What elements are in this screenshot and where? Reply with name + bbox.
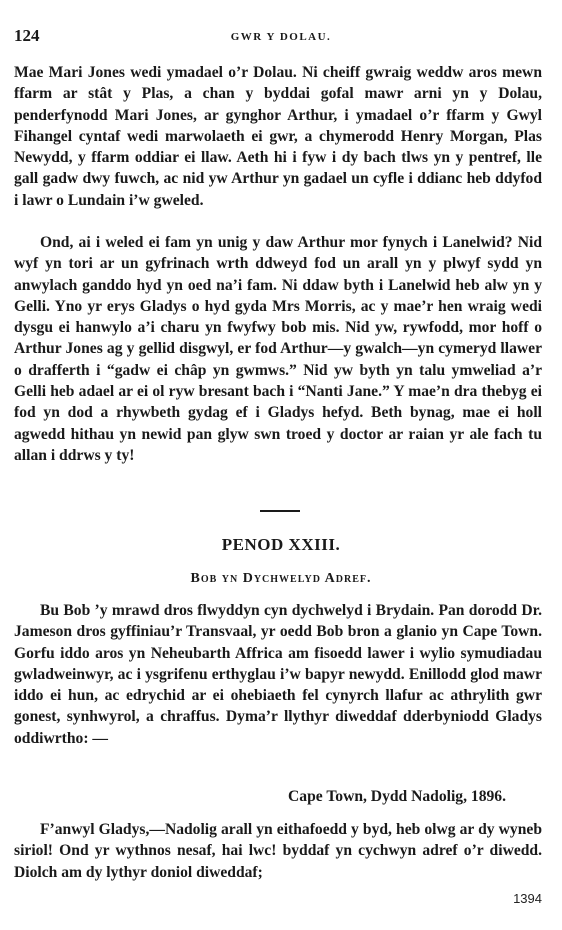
section-title: Bob yn Dychwelyd Adref. (190, 571, 372, 586)
letter-heading: Cape Town, Dydd Nadolig, 1896. (288, 788, 506, 805)
chapter-title: PENOD XXIII. (221, 535, 341, 554)
paragraph-1: Mae Mari Jones wedi ymadael o’r Dolau. Ni cheiff gwraig weddw aros mewn ffarm ar stât y Plas, a chan y byddai gofal mawr arni yn y Dolau, penderfynodd Mari Jones, ar gynghor Arthur, i ymadael o’r ffarm y Gwyl Fihangel cyntaf wedi marwolaeth ei gwr, a chymerodd Henry Morgan, Plas Newydd, y ffarm oddiar ei llaw. Aeth hi i fyw i dy bach tlws yn y pentref, lle gall gadw dwy fuwch, ac nid yw Arthur yn gadael un cyfle i ddianc heb ddyfod i lawr o Lundain i’w gweled. (14, 64, 542, 209)
paragraph-3: Bu Bob ’y mrawd dros flwyddyn cyn dychwelyd i Brydain. Pan dorodd Dr. Jameson dros gyffiniau’r Transvaal, yr oedd Bob bron a glanio yn Cape Town. Gorfu iddo aros yn Neheubarth Affrica am fisoedd lawer i wylio symudiadau gwladweinwyr, ac i ysgrifenu erthyglau i’w bapyr newydd. Enillodd glod mawr iddo ei hun, ac edrychid ar ei ohebiaeth fel cynyrch llafur ac athrylith gwr gonest, synhwyrol, a chraffus. Dyma’r llythyr diweddaf dderbyniodd Gladys oddiwrtho: — (14, 602, 542, 747)
page-number: 124 (14, 26, 40, 45)
paragraph-4: F’anwyl Gladys,—Nadolig arall yn eithafoedd y byd, heb olwg ar dy wyneb siriol! Ond yr wythnos nesaf, hai lwc! byddaf yn cychwyn adref o’r diwedd. Diolch am dy lythyr doniol diweddaf; (14, 821, 542, 881)
paragraph-2: Ond, ai i weled ei fam yn unig y daw Arthur mor fynych i Lanelwid? Nid wyf yn tori ar un gyfrinach wrth ddweyd fod un arall yn y plwyf sydd yn anwylach ganddo hyd yn oed na’i fam. Ni ddaw byth i Lanelwid heb alw yn y Gelli. Yno yr erys Gladys o hyd gyda Mrs Morris, ac y mae’r hen wraig wedi dysgu ei hanwylo a’i charu yn fwyfwy bob mis. Nid yw, rywfodd, mor hoff o Arthur Jones ag y gellid disgwyl, er fod Arthur—y gwalch—yn cymeryd llawer o drafferth i “gadw ei châp yn gwmws.” Nid yw byth yn talu ymweliad a’r Gelli heb adael ar ei ol ryw bresant bach i “Nanti Jane.” Y mae’n dra thebyg ei fod yn dod a rhywbeth gydag ef i Gladys hefyd. Beth bynag, mae ei holl agwedd hithau yn newid pan glyw swn troed y doctor ar raian yr ale fach tu allan i ddrws y ty! (14, 234, 542, 464)
running-title: GWR Y DOLAU. (230, 31, 332, 43)
section-divider (260, 510, 300, 512)
archive-number: 1394 (513, 891, 542, 906)
